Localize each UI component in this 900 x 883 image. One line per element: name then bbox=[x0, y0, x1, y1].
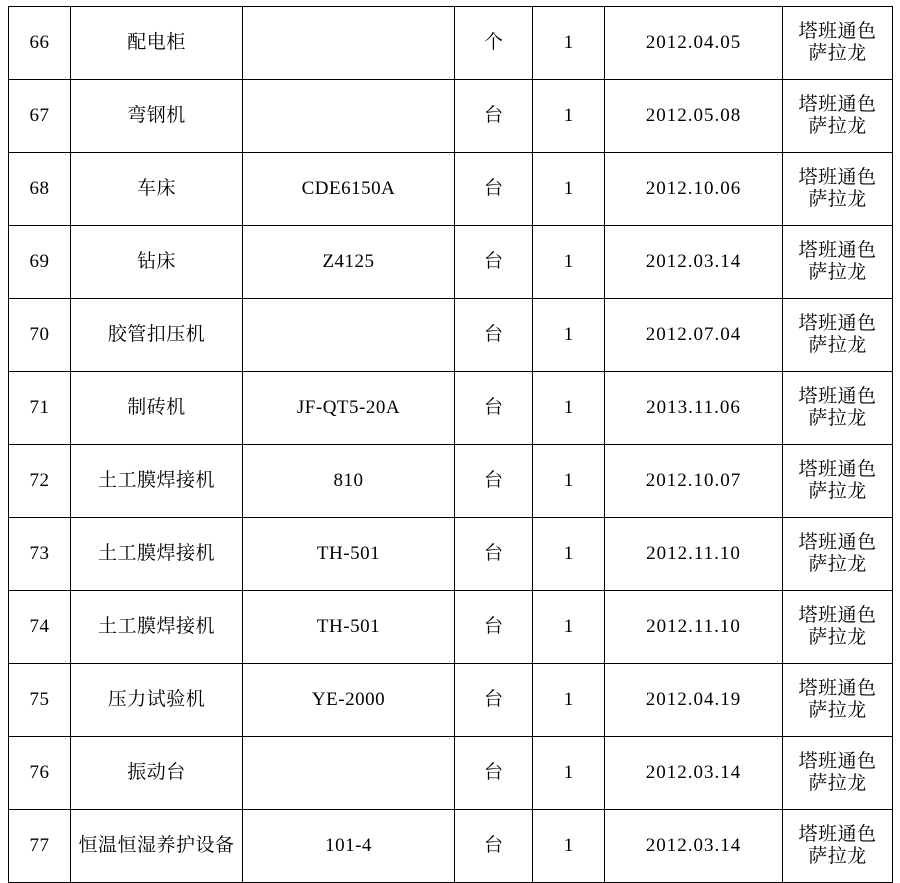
cell-unit: 个 bbox=[455, 7, 533, 80]
cell-unit: 台 bbox=[455, 80, 533, 153]
cell-quantity: 1 bbox=[533, 445, 605, 518]
cell-model: YE-2000 bbox=[243, 664, 455, 737]
cell-purchase-date: 2012.05.08 bbox=[605, 80, 783, 153]
owner-line-2: 萨拉龙 bbox=[808, 481, 867, 502]
table-row bbox=[9, 7, 893, 80]
cell-equipment-name: 配电柜 bbox=[71, 7, 243, 80]
cell-owner bbox=[783, 372, 893, 445]
owner-line-1: 塔班通色 bbox=[798, 93, 877, 115]
cell-quantity: 1 bbox=[533, 153, 605, 226]
owner-line-1: 塔班通色 bbox=[798, 458, 877, 480]
cell-sequence-number: 71 bbox=[9, 372, 71, 445]
cell-equipment-name: 恒温恒湿养护设备 bbox=[71, 810, 243, 883]
cell-model bbox=[243, 299, 455, 372]
cell-unit: 台 bbox=[455, 226, 533, 299]
cell-unit: 台 bbox=[455, 664, 533, 737]
cell-owner bbox=[783, 591, 893, 664]
cell-equipment-name: 土工膜焊接机 bbox=[71, 445, 243, 518]
cell-equipment-name: 压力试验机 bbox=[71, 664, 243, 737]
owner-line-2: 萨拉龙 bbox=[808, 846, 867, 867]
cell-model: 101-4 bbox=[243, 810, 455, 883]
cell-unit: 台 bbox=[455, 810, 533, 883]
owner-line-2: 萨拉龙 bbox=[808, 335, 867, 356]
cell-owner bbox=[783, 810, 893, 883]
cell-equipment-name: 胶管扣压机 bbox=[71, 299, 243, 372]
cell-owner bbox=[783, 518, 893, 591]
cell-sequence-number: 72 bbox=[9, 445, 71, 518]
cell-unit: 台 bbox=[455, 372, 533, 445]
cell-quantity: 1 bbox=[533, 518, 605, 591]
cell-quantity: 1 bbox=[533, 7, 605, 80]
cell-equipment-name: 土工膜焊接机 bbox=[71, 518, 243, 591]
cell-owner bbox=[783, 80, 893, 153]
equipment-table bbox=[8, 6, 893, 883]
cell-owner bbox=[783, 445, 893, 518]
owner-line-2: 萨拉龙 bbox=[808, 627, 867, 648]
cell-equipment-name: 钻床 bbox=[71, 226, 243, 299]
owner-line-2: 萨拉龙 bbox=[808, 408, 867, 429]
cell-quantity: 1 bbox=[533, 372, 605, 445]
cell-purchase-date: 2012.03.14 bbox=[605, 810, 783, 883]
cell-unit: 台 bbox=[455, 737, 533, 810]
cell-model: Z4125 bbox=[243, 226, 455, 299]
cell-purchase-date: 2012.11.10 bbox=[605, 591, 783, 664]
owner-line-1: 塔班通色 bbox=[798, 823, 877, 845]
owner-line-2: 萨拉龙 bbox=[808, 43, 867, 64]
cell-sequence-number: 77 bbox=[9, 810, 71, 883]
cell-equipment-name: 弯钢机 bbox=[71, 80, 243, 153]
table-row bbox=[9, 810, 893, 883]
table-row bbox=[9, 591, 893, 664]
owner-line-1: 塔班通色 bbox=[798, 677, 877, 699]
cell-quantity: 1 bbox=[533, 810, 605, 883]
cell-quantity: 1 bbox=[533, 226, 605, 299]
cell-unit: 台 bbox=[455, 445, 533, 518]
owner-line-2: 萨拉龙 bbox=[808, 262, 867, 283]
cell-unit: 台 bbox=[455, 299, 533, 372]
cell-quantity: 1 bbox=[533, 591, 605, 664]
cell-quantity: 1 bbox=[533, 80, 605, 153]
owner-line-1: 塔班通色 bbox=[798, 385, 877, 407]
cell-purchase-date: 2012.04.19 bbox=[605, 664, 783, 737]
cell-unit: 台 bbox=[455, 591, 533, 664]
cell-sequence-number: 75 bbox=[9, 664, 71, 737]
cell-sequence-number: 74 bbox=[9, 591, 71, 664]
table-row bbox=[9, 445, 893, 518]
cell-owner bbox=[783, 7, 893, 80]
cell-sequence-number: 73 bbox=[9, 518, 71, 591]
owner-line-2: 萨拉龙 bbox=[808, 554, 867, 575]
cell-equipment-name: 土工膜焊接机 bbox=[71, 591, 243, 664]
table-row bbox=[9, 226, 893, 299]
cell-model: CDE6150A bbox=[243, 153, 455, 226]
owner-line-1: 塔班通色 bbox=[798, 604, 877, 626]
owner-line-2: 萨拉龙 bbox=[808, 700, 867, 721]
cell-sequence-number: 70 bbox=[9, 299, 71, 372]
cell-purchase-date: 2012.10.06 bbox=[605, 153, 783, 226]
table-row bbox=[9, 299, 893, 372]
cell-purchase-date: 2012.04.05 bbox=[605, 7, 783, 80]
cell-sequence-number: 76 bbox=[9, 737, 71, 810]
table-body bbox=[9, 7, 893, 883]
cell-sequence-number: 67 bbox=[9, 80, 71, 153]
cell-owner bbox=[783, 664, 893, 737]
cell-owner bbox=[783, 226, 893, 299]
cell-purchase-date: 2013.11.06 bbox=[605, 372, 783, 445]
cell-model: TH-501 bbox=[243, 518, 455, 591]
cell-sequence-number: 69 bbox=[9, 226, 71, 299]
cell-owner bbox=[783, 737, 893, 810]
cell-purchase-date: 2012.11.10 bbox=[605, 518, 783, 591]
cell-purchase-date: 2012.03.14 bbox=[605, 737, 783, 810]
table-row bbox=[9, 518, 893, 591]
cell-owner bbox=[783, 299, 893, 372]
owner-line-1: 塔班通色 bbox=[798, 239, 877, 261]
cell-model bbox=[243, 737, 455, 810]
cell-purchase-date: 2012.03.14 bbox=[605, 226, 783, 299]
owner-line-1: 塔班通色 bbox=[798, 312, 877, 334]
cell-sequence-number: 68 bbox=[9, 153, 71, 226]
cell-model bbox=[243, 80, 455, 153]
cell-model bbox=[243, 7, 455, 80]
owner-line-2: 萨拉龙 bbox=[808, 116, 867, 137]
owner-line-2: 萨拉龙 bbox=[808, 773, 867, 794]
table-row bbox=[9, 737, 893, 810]
owner-line-1: 塔班通色 bbox=[798, 20, 877, 42]
table-row bbox=[9, 664, 893, 737]
cell-quantity: 1 bbox=[533, 299, 605, 372]
cell-equipment-name: 振动台 bbox=[71, 737, 243, 810]
cell-purchase-date: 2012.07.04 bbox=[605, 299, 783, 372]
cell-equipment-name: 车床 bbox=[71, 153, 243, 226]
cell-quantity: 1 bbox=[533, 737, 605, 810]
cell-model: TH-501 bbox=[243, 591, 455, 664]
owner-line-1: 塔班通色 bbox=[798, 166, 877, 188]
cell-owner bbox=[783, 153, 893, 226]
cell-quantity: 1 bbox=[533, 664, 605, 737]
cell-equipment-name: 制砖机 bbox=[71, 372, 243, 445]
cell-model: JF-QT5-20A bbox=[243, 372, 455, 445]
table-row bbox=[9, 80, 893, 153]
cell-purchase-date: 2012.10.07 bbox=[605, 445, 783, 518]
cell-unit: 台 bbox=[455, 518, 533, 591]
cell-model: 810 bbox=[243, 445, 455, 518]
table-row bbox=[9, 153, 893, 226]
owner-line-2: 萨拉龙 bbox=[808, 189, 867, 210]
table-row bbox=[9, 372, 893, 445]
cell-sequence-number: 66 bbox=[9, 7, 71, 80]
owner-line-1: 塔班通色 bbox=[798, 750, 877, 772]
owner-line-1: 塔班通色 bbox=[798, 531, 877, 553]
cell-unit: 台 bbox=[455, 153, 533, 226]
